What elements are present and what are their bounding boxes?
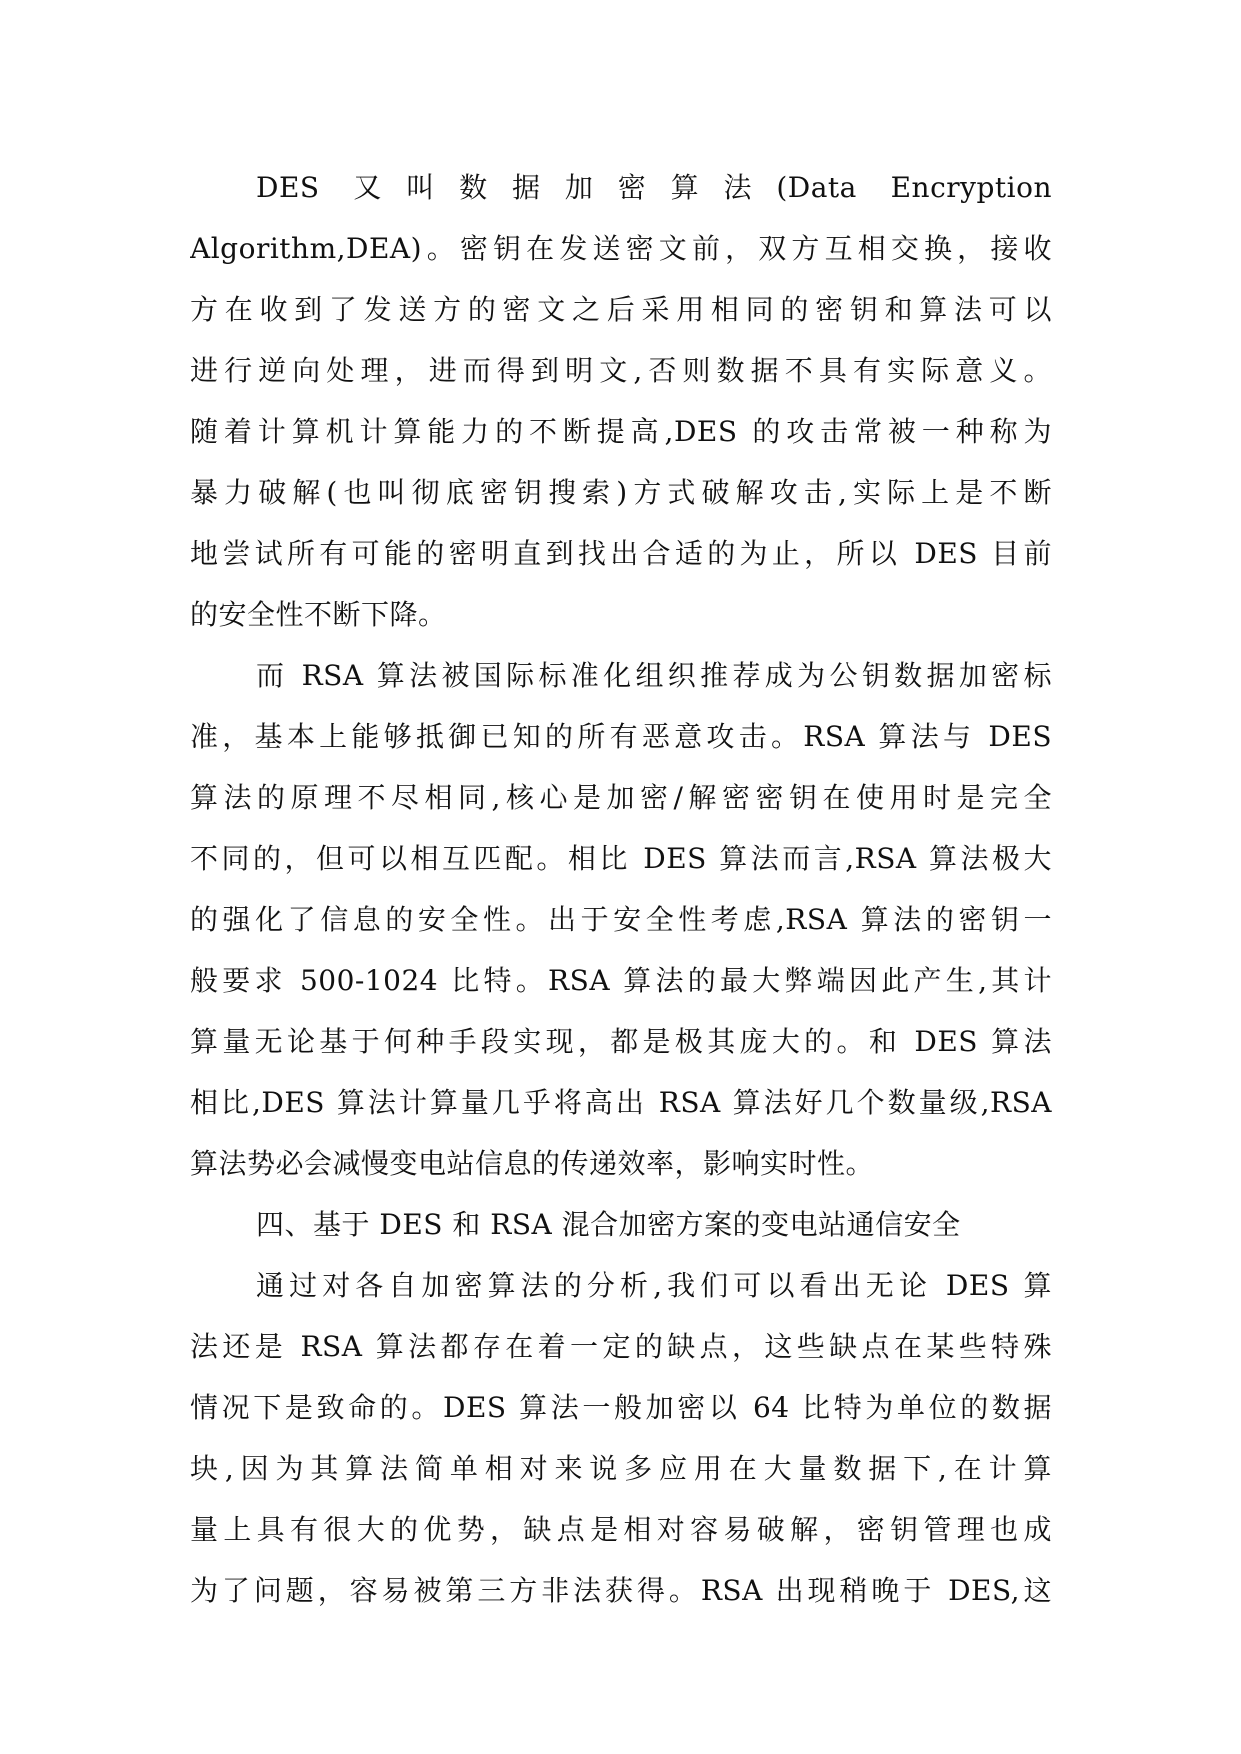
paragraph-line: 通过对各自加密算法的分析,我们可以看出无论 DES 算 <box>256 1269 1052 1302</box>
paragraph-line: 为了问题，容易被第三方非法获得。RSA 出现稍晚于 DES,这 <box>190 1574 1052 1607</box>
paragraph-line: 算法势必会减慢变电站信息的传递效率，影响实时性。 <box>190 1147 875 1180</box>
paragraph-line: 暴力破解(也叫彻底密钥搜索)方式破解攻击,实际上是不断 <box>190 476 1052 509</box>
paragraph-line: 不同的，但可以相互匹配。相比 DES 算法而言,RSA 算法极大 <box>190 842 1052 875</box>
paragraph-line: 相比,DES 算法计算量几乎将高出 RSA 算法好几个数量级,RSA <box>190 1086 1052 1119</box>
paragraph-line: 的安全性不断下降。 <box>190 598 447 631</box>
paragraph-line: 情况下是致命的。DES 算法一般加密以 64 比特为单位的数据 <box>190 1391 1052 1424</box>
paragraph-line: 方在收到了发送方的密文之后采用相同的密钥和算法可以 <box>190 293 1052 326</box>
paragraph-line: Algorithm,DEA)。密钥在发送密文前，双方互相交换，接收 <box>190 232 1052 265</box>
paragraph-line: 的强化了信息的安全性。出于安全性考虑,RSA 算法的密钥一 <box>190 903 1052 936</box>
section-heading: 四、基于 DES 和 RSA 混合加密方案的变电站通信安全 <box>256 1208 961 1241</box>
paragraph-line: 量上具有很大的优势，缺点是相对容易破解，密钥管理也成 <box>190 1513 1052 1546</box>
document-body <box>190 157 1052 1621</box>
paragraph-line: 地尝试所有可能的密明直到找出合适的为止，所以 DES 目前 <box>190 537 1052 570</box>
paragraph-line: 进行逆向处理，进而得到明文,否则数据不具有实际意义。 <box>190 354 1052 387</box>
paragraph-line: 般要求 500-1024 比特。RSA 算法的最大弊端因此产生,其计 <box>190 964 1052 997</box>
paragraph-line: DES 又叫数据加密算法(Data Encryption <box>256 171 1052 204</box>
paragraph-line: 算量无论基于何种手段实现，都是极其庞大的。和 DES 算法 <box>190 1025 1052 1058</box>
paragraph-line: 而 RSA 算法被国际标准化组织推荐成为公钥数据加密标 <box>256 659 1052 692</box>
paragraph-line: 法还是 RSA 算法都存在着一定的缺点，这些缺点在某些特殊 <box>190 1330 1052 1363</box>
paragraph-line: 算法的原理不尽相同,核心是加密/解密密钥在使用时是完全 <box>190 781 1052 814</box>
paragraph-line: 准，基本上能够抵御已知的所有恶意攻击。RSA 算法与 DES <box>190 720 1052 753</box>
paragraph-line: 随着计算机计算能力的不断提高,DES 的攻击常被一种称为 <box>190 415 1052 448</box>
paragraph-line: 块,因为其算法简单相对来说多应用在大量数据下,在计算 <box>190 1452 1052 1485</box>
